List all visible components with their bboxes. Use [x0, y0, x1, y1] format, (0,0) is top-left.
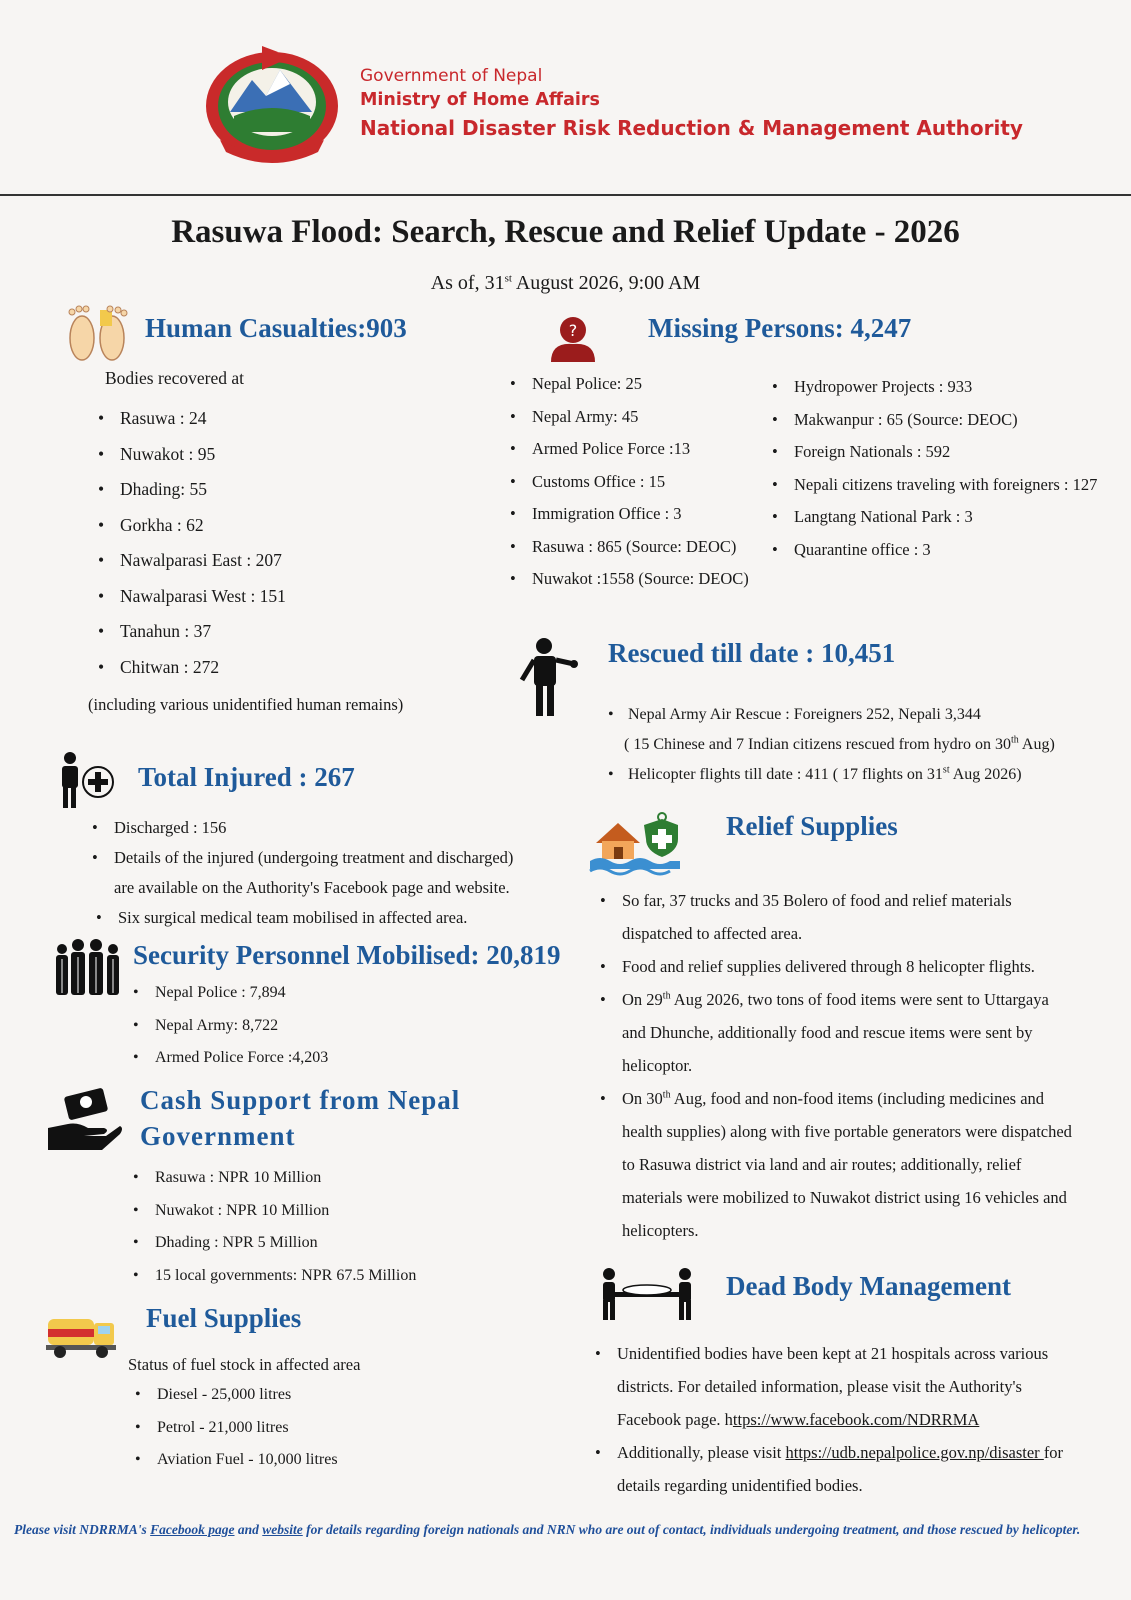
injured-item-surgical: Six surgical medical team mobilised in affected area.: [118, 908, 468, 927]
as-of-date: As of, 31st August 2026, 9:00 AM: [430, 272, 701, 294]
fuel-item: • Diesel - 25,000 litres: [135, 1379, 338, 1412]
deadbody-heading: Dead Body Management: [726, 1271, 1011, 1301]
rescued-item-heli: Helicopter flights till date : 411 ( 17 flights on 31st Aug 2026): [628, 764, 1022, 783]
injured-list: • Discharged : 156 • Details of the injured (undergoing treatment and discharged) are available on the Authority's Facebook page and website. • Six surgical medical team mobilised in affected area.: [92, 818, 514, 927]
org-ministry: Ministry of Home Affairs: [360, 90, 600, 110]
relief-item-aug29: On 29th Aug 2026, two tons of food items were sent to Uttargaya and Dhunche, additionally food and rescue items were sent by helicoptor.: [622, 990, 1049, 1075]
security-heading: Security Personnel Mobilised: 20,819: [133, 940, 561, 970]
rescued-item-air: Nepal Army Air Rescue : Foreigners 252, Nepali 3,344: [628, 706, 981, 723]
org-government: Government of Nepal: [360, 66, 543, 86]
cash-item: • Nuwakot : NPR 10 Million: [133, 1195, 416, 1228]
injured-item-details: Details of the injured (undergoing treatment and discharged) are available on the Authority's Facebook page and website.: [114, 848, 514, 897]
security-list: [133, 977, 328, 1075]
relief-item-aug30: On 30th Aug, food and non-food items (including medicines and health supplies) along with five portable generators were dispatched to Rasuwa district via land and air routes; additionally, relief materials were mobilized to Nuwakot district using 16 vehicles and helicopters.: [622, 1089, 1072, 1240]
facebook-link[interactable]: ttps://www.facebook.com/NDRRMA: [732, 1410, 980, 1429]
relief-item-trucks: So far, 37 trucks and 35 Bolero of food and relief materials dispatched to affected area.: [622, 891, 1012, 943]
org-authority: National Disaster Risk Reduction & Management Authority: [360, 116, 1023, 140]
cash-item: • Dhading : NPR 5 Million: [133, 1227, 416, 1260]
rescued-heading: Rescued till date : 10,451: [608, 638, 896, 668]
rescued-item-air-sub: ( 15 Chinese and 7 Indian citizens rescued from hydro on 30th Aug): [624, 734, 1055, 753]
casualties-list: [98, 401, 286, 685]
missing-item: • Nepal Police: 25: [510, 368, 749, 401]
flood-relief-icon: [588, 811, 682, 879]
cash-item: • Rasuwa : NPR 10 Million: [133, 1162, 416, 1195]
relief-heading: Relief Supplies: [726, 811, 898, 841]
deadbody-list: • Unidentified bodies have been kept at 21 hospitals across various districts. For detailed information, please visit the Authority's Facebook page. https://www.facebook.com/NDRRMA • Additionally, please visit https://udb.nepalpolice.gov.np/disaster for details regarding unidentified bodies.: [595, 1344, 1064, 1495]
footer-website-link[interactable]: website: [262, 1522, 303, 1537]
fuel-heading: Fuel Supplies: [146, 1303, 302, 1333]
missing-list-col1: [510, 368, 749, 596]
injured-item-discharged: Discharged : 156: [114, 818, 227, 837]
cash-hand-icon: [46, 1086, 124, 1156]
person-silhouette-icon: [545, 312, 601, 364]
casualty-location-item: • Rasuwa : 24: [98, 401, 286, 437]
casualties-intro: Bodies recovered at: [105, 368, 244, 388]
casualty-location-item: • Chitwan : 272: [98, 650, 286, 686]
casualty-location-item: • Nawalparasi West : 151: [98, 579, 286, 615]
relief-item-heli: Food and relief supplies delivered through 8 helicopter flights.: [622, 957, 1035, 976]
missing-item: • Customs Office : 15: [510, 466, 749, 499]
missing-item: • Makwanpur : 65 (Source: DEOC): [772, 404, 1097, 437]
casualty-location-item: • Nawalparasi East : 207: [98, 543, 286, 579]
missing-item: • Armed Police Force :13: [510, 433, 749, 466]
casualty-location-item: • Nuwakot : 95: [98, 437, 286, 473]
rescuer-icon: [518, 636, 580, 718]
udb-police-link[interactable]: https://udb.nepalpolice.gov.np/disaster: [785, 1443, 1044, 1462]
missing-item: • Foreign Nationals : 592: [772, 436, 1097, 469]
deadbody-item-hospitals: Unidentified bodies have been kept at 21 hospitals across various districts. For detailed information, please visit the Authority's Facebook page. https://www.facebook.com/NDRRMA: [617, 1344, 1049, 1429]
crowd-icon: [52, 935, 124, 997]
injured-heading: Total Injured : 267: [138, 762, 355, 792]
cash-heading: Cash Support from Nepal Government: [140, 1085, 461, 1151]
missing-item: • Immigration Office : 3: [510, 498, 749, 531]
missing-heading: Missing Persons: 4,247: [648, 313, 912, 343]
casualty-location-item: • Tanahun : 37: [98, 614, 286, 650]
fuel-truck-icon: [42, 1305, 120, 1365]
header-divider: [0, 194, 1131, 196]
feet-icon: [62, 300, 132, 364]
missing-item: • Nepal Army: 45: [510, 401, 749, 434]
missing-item: • Nepali citizens traveling with foreigners : 127: [772, 469, 1097, 502]
security-item: • Armed Police Force :4,203: [133, 1042, 328, 1075]
missing-item: • Hydropower Projects : 933: [772, 371, 1097, 404]
casualties-heading: Human Casualties:903: [145, 313, 407, 343]
rescued-list: • Nepal Army Air Rescue : Foreigners 252, Nepali 3,344 ( 15 Chinese and 7 Indian citizens rescued from hydro on 30th Aug) • Helicopter flights till date : 411 ( 17 flights on 31st Aug 2026): [608, 706, 1055, 783]
missing-item: • Quarantine office : 3: [772, 534, 1097, 567]
relief-list: • So far, 37 trucks and 35 Bolero of food and relief materials dispatched to affected area. • Food and relief supplies delivered through 8 helicopter flights. • On 29th Aug 2026, two tons of food items were sent to Uttargaya and Dhunche, additionally food and rescue items were sent by helicoptor. • On 30th Aug, food and non-food items (including medicines and health supplies) along with five portable generators were dispatched to Rasuwa district via land and air routes; additionally, relief materials were mobilized to Nuwakot district using 16 vehicles and helicopters.: [600, 891, 1072, 1240]
fuel-list: [135, 1379, 338, 1477]
page-title: Rasuwa Flood: Search, Rescue and Relief Update - 2026: [171, 214, 960, 250]
fuel-item: • Aviation Fuel - 10,000 litres: [135, 1444, 338, 1477]
missing-item: • Rasuwa : 865 (Source: DEOC): [510, 531, 749, 564]
security-item: • Nepal Army: 8,722: [133, 1010, 328, 1043]
fuel-item: • Petrol - 21,000 litres: [135, 1412, 338, 1445]
casualty-location-item: • Gorkha : 62: [98, 508, 286, 544]
security-item: • Nepal Police : 7,894: [133, 977, 328, 1010]
svg-text:?: ?: [568, 321, 578, 340]
footer-facebook-link[interactable]: Facebook page: [150, 1522, 235, 1537]
missing-item: • Nuwakot :1558 (Source: DEOC): [510, 563, 749, 596]
cash-list: [133, 1162, 416, 1292]
cash-item: • 15 local governments: NPR 67.5 Million: [133, 1260, 416, 1293]
casualty-location-item: • Dhading: 55: [98, 472, 286, 508]
injured-person-icon: [58, 750, 116, 810]
footer-note: Please visit NDRRMA's Facebook page and website for details regarding foreign nationals and NRN who are out of contact, individuals undergoing treatment, and those rescued by helicopter.: [14, 1522, 1081, 1537]
missing-item: • Langtang National Park : 3: [772, 501, 1097, 534]
deadbody-item-udb: Additionally, please visit https://udb.nepalpolice.gov.np/disaster for details regarding unidentified bodies.: [617, 1443, 1064, 1495]
missing-list-col2: [772, 371, 1097, 566]
nepal-emblem-icon: [200, 40, 345, 165]
stretcher-bearers-icon: [597, 1266, 697, 1322]
casualties-note: (including various unidentified human remains): [88, 695, 404, 714]
fuel-intro: Status of fuel stock in affected area: [128, 1355, 361, 1374]
